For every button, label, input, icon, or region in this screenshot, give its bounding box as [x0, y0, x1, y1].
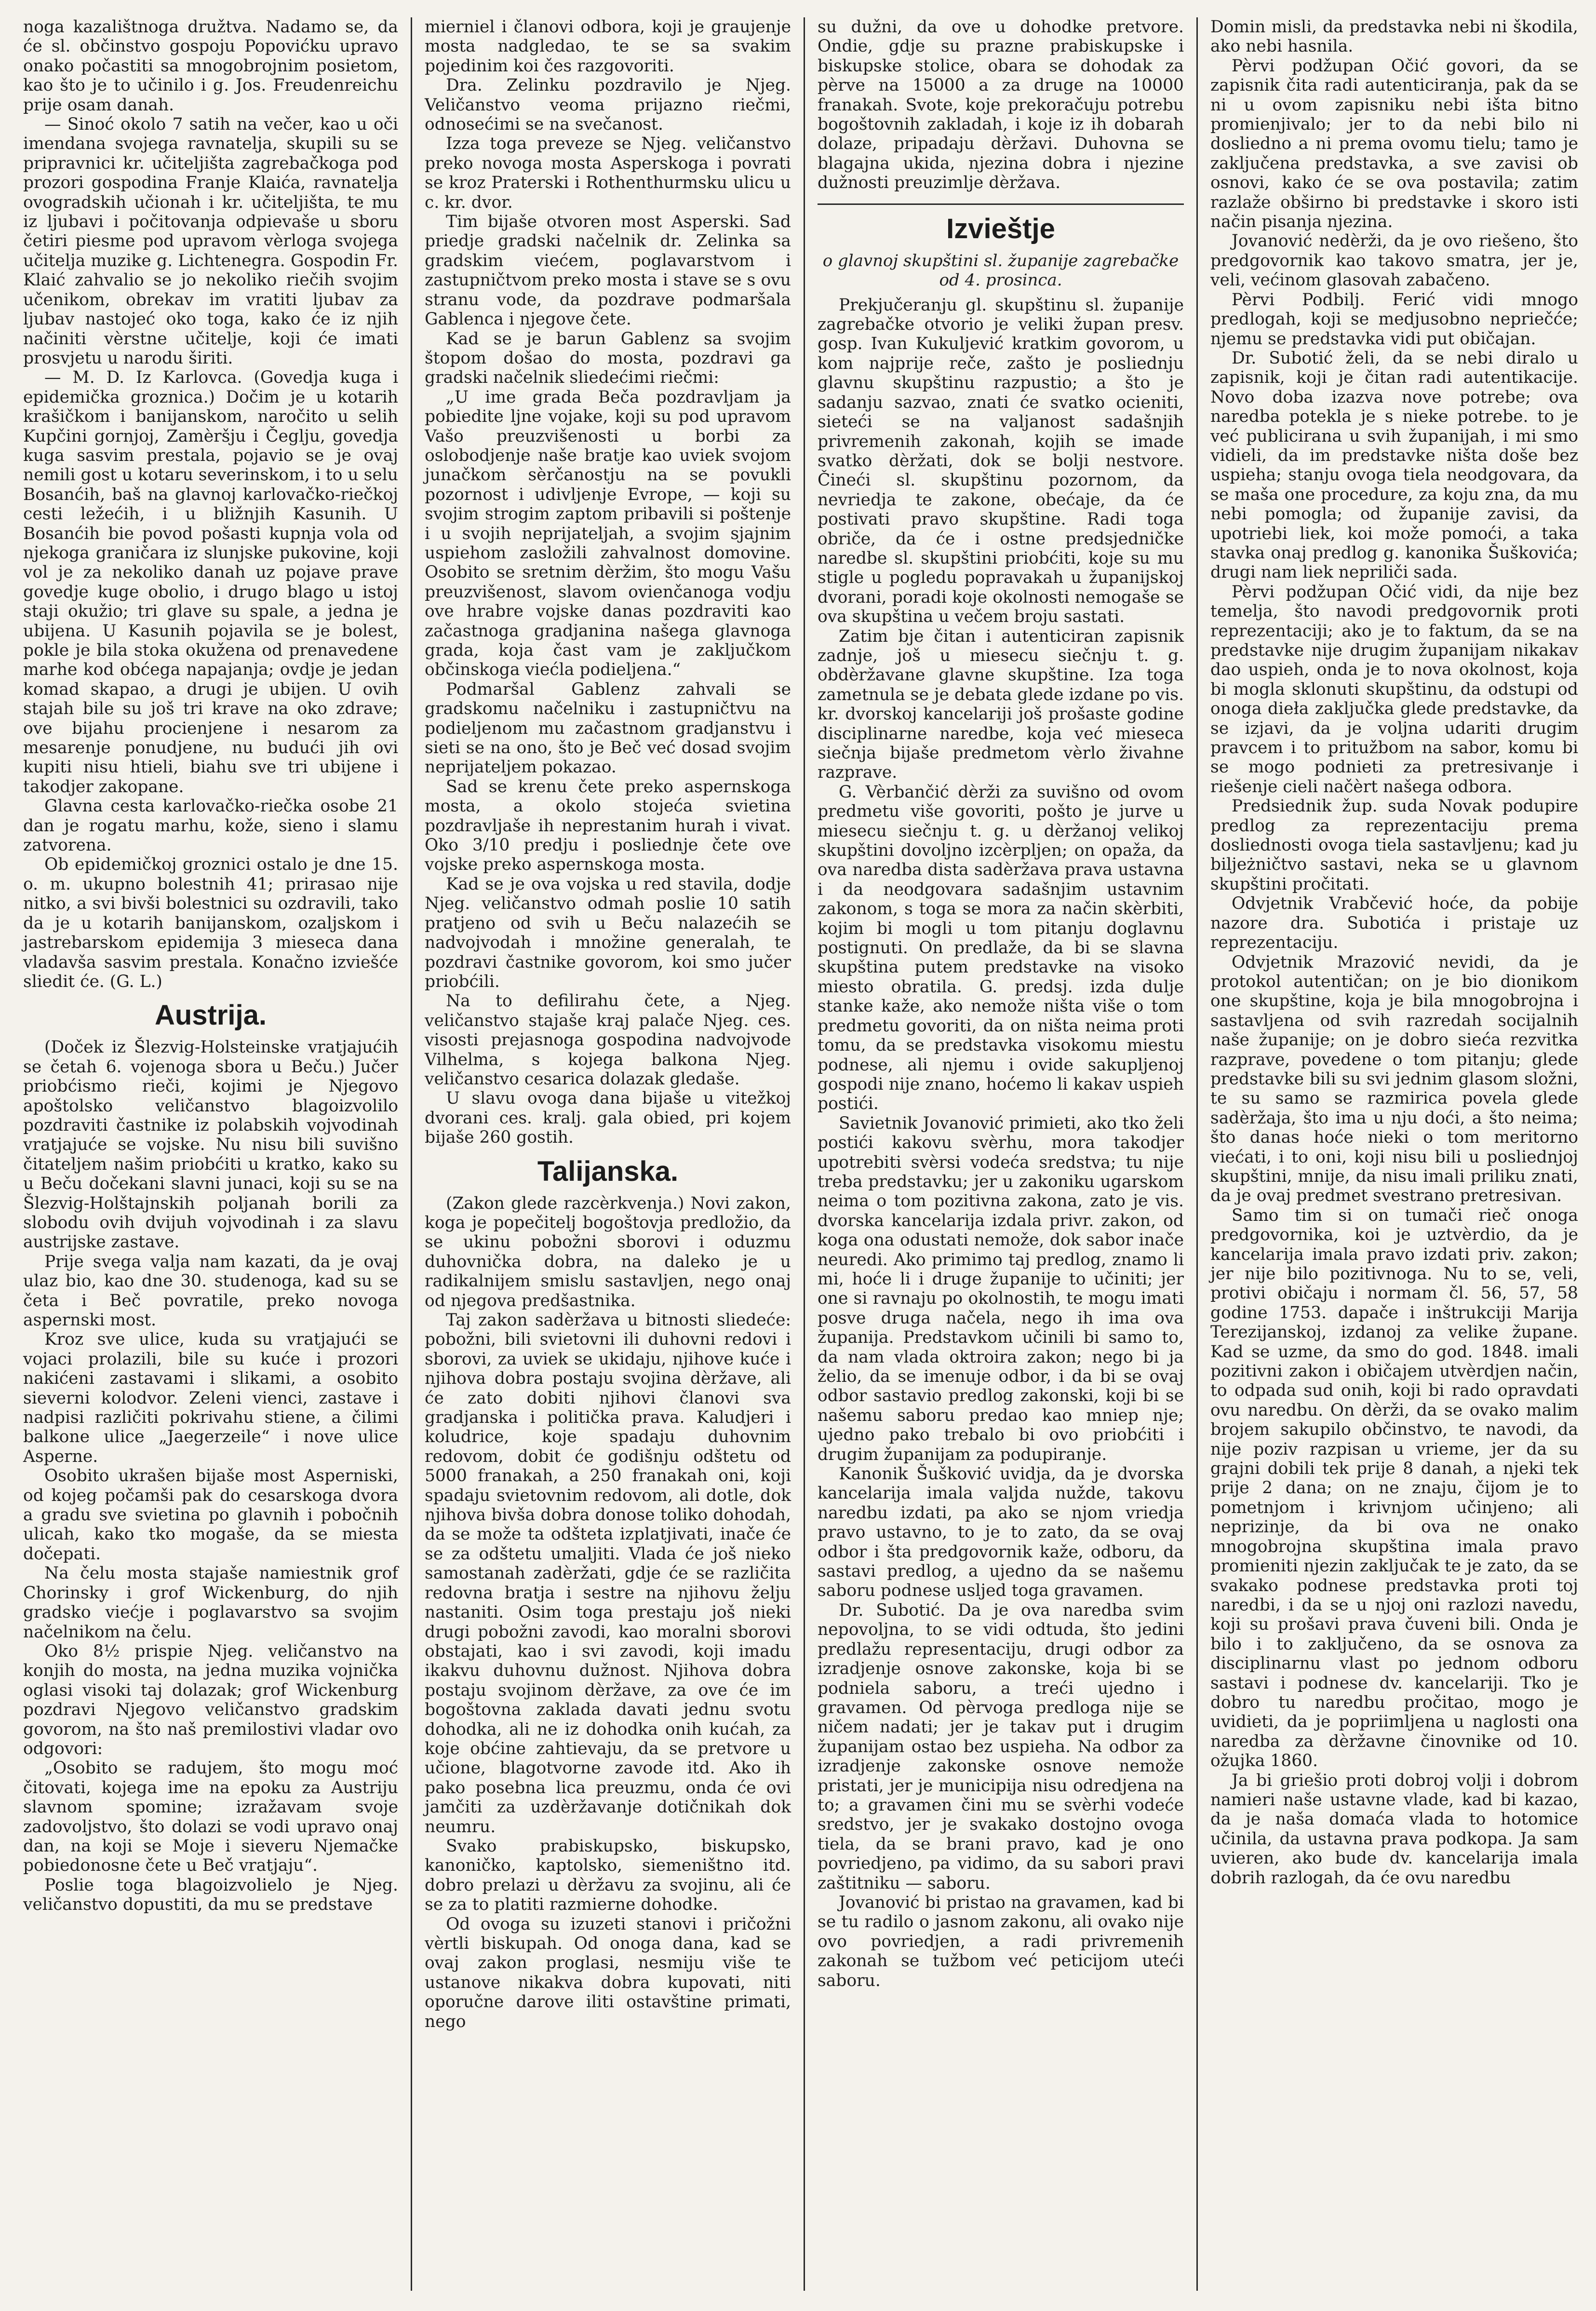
article-paragraph: (Zakon glede razcèrkvenja.) Novi zakon, koga je popečitelj bogoštovja predložio, da se ukinu pobožni sborovi i oduzmu duhovnička dobra, na daleko je u radikalnijem smislu sastavljen, nego onaj od njegova predšastnika. — [425, 1193, 791, 1311]
article-paragraph: Ja bi griešio proti dobroj volji i dobrom namieri naše ustavne vlade, kad bi kazao, da je naša domaća vlada to hotomice učinila, da ustavna prava podkopa. Ja sam uvieren, ako bude dv. kancelarija imala dobrih razlogah, da će ovu naredbu — [1210, 1770, 1578, 1888]
section-heading: Izvieštje — [946, 213, 1055, 244]
article-paragraph: Dr. Subotić. Da je ova naredba svim nepovoljna, to se vidi odtuda, što jedini predlažu representaciju, drugi odbor za izradjenje osnove zakonske, koja bi se podniela saboru, a treći ujedno i gravamen. Od pèrvoga predloga nije se ničem nadati; jer je takav put i drugim županijam ostao bez uspieha. Na odbor za izradjenje zakonske osnove nemože pristati, jer je municipija nisu odredjena na to; a gravamen čini mu se svèrhi vodeće sredstvo, jer je svakako dostojno ovoga tiela, da se brani pravo, kad je ono povriedjeno, pa vidimo, da su sabori pravi zaštitniku — saboru. — [818, 1600, 1184, 1893]
article-paragraph: Odvjetnik Vrabčević hoće, da pobije nazore dra. Subotića i pristaje uz reprezentaciju. — [1210, 894, 1578, 953]
article-paragraph: G. Vèrbančić dèrži za suvišno od ovom predmetu više govoriti, pošto je jurve u miesecu siečnju t. g. u dèržanoj velikoj skupštini dovoljno izcèrpljen; on opaža, da ova naredba dista sadèržava prava ustavna i da neodgovara sadašnjim ustavnim zakonom, s toga se mora za način skèrbiti, kojim bi mogli u tom pitanju doglavnu postignuti. On predlaže, da bi se slavna skupština putem predstavke na visoko miesto obratila. G. predsj. izda dulje stanke kaže, ako nemože ništa više o tom predmetu govoriti, da on ništa neima proti tomu, da se predstavka visokomu miestu podnese, ali njemu i ovide sakupljenoj gospodi nije znano, hoćemo li kakav uspieh postići. — [818, 782, 1184, 1114]
article-paragraph: Dr. Subotić želi, da se nebi diralo u zapisnik, koji je čitan radi autentikacije. Novo doba izazva nove potrebe; ova naredba potekla je s nieke potrebe. to je već publicirana u svih županijah, i mi smo vidieli, da im predstavke ništa doše bez uspieha; stanju ovoga tiela neodgovara, da se maša one procedure, za koju zna, da mu nebi pomogla; od županije zavisi, da upotriebi liek, koi može pomoći, a taka stavka onaj predlog g. kanonika Šuškovića; drugi nam liek nepriliči sada. — [1210, 348, 1578, 582]
article-paragraph: Od ovoga su izuzeti stanovi i pričožni vèrtli biskupah. Od onoga dana, kad se ovaj zakon proglasi, nesmiju više te ustanove nikakva dobra kupovati, niti oporučne darove iliti ostavštine primati, nego — [425, 1914, 791, 2031]
article-paragraph: Svako prabiskupsko, biskupsko, kanoničko, kaptolsko, siemeništno itd. dobro prelazi u dèržavu za svojinu, ali će se za to platiti razmierne dohodke. — [425, 1836, 791, 1915]
article-paragraph: „Osobito se radujem, što mogu moć čitovati, kojega ime na epoku za Austriju slavnom spomine; izražavam svoje zadovoljstvo, što dolazi se vodi upravo onaj dan, na koji se Moje i sieveru Njemačke pobiedonosne čete u Beč vratjaju“. — [23, 1758, 398, 1876]
article-paragraph: „U ime grada Beča pozdravljam ja pobiedite ljne vojake, koji su pod upravom Vašo preuzvišenosti u borbi za oslobodjenje naše bratje kao uviek svojom junačkom sèrčanostju na se povukli pozornost i udivljenje Evrope, — koji su svojim strogim zaptom pribavili si poštenje i u svojih neprijateljah, a svojim sjajnim uspiehom zasložili zahvalnost domovine. Osobito se sretnim dèržim, što mogu Vašu preuzvišenost, slavom ovienčanoga vodju ove hrabre vojske danas pozdraviti kao začastnoga gradjanina našega glavnoga grada, koja čast vam je zaključkom občinskoga viećla podieljena.“ — [425, 387, 791, 680]
article-paragraph: Podmaršal Gablenz zahvali se gradskomu načelniku i zastupničtvu na podieljenom mu začastnom gradjanstvu i sieti se na ono, što je Beč već dosad svojim neprijateljem pokazao. — [425, 679, 791, 777]
article-paragraph: Savietnik Jovanović primieti, ako tko želi postići kakovu svèrhu, mora takodjer upotrebiti svèrsi vodeća sredstva; tu nije treba predstavku; jer u zakoniku ugarskom neima o tom pozitivna zakona, zato je vis. dvorska kancelarija izdala privr. zakon, od koga ona odustati nemože, dok sabor inače neuredi. Ako primimo taj predlog, znamo li mi, hoće li i druge županije to učiniti; jer one si ravnaju po okolnostih, te mogu imati posve druga načela, nego ih ima ova županija. Predstavkom učinili bi samo to, da nam vlada oktroira zakon; nego bi ja želio, da se imenuje odbor, i da bi se ovaj odbor sastavio predlog zakonski, koji bi se našemu saboru predao kao mniep nje; ujedno pako trebalo bi ovo priobćiti i drugim županijam za podupiranje. — [818, 1113, 1184, 1464]
article-paragraph: Kad se je ova vojska u red stavila, dodje Njeg. veličanstvo odmah poslie 10 satih pratjeno od svih u Beču nalazećih se nadvojvodah i množine generalah, te pozdravi častnike govorom, koi smo jučer priobćili. — [425, 874, 791, 991]
article-paragraph: Sad se krenu čete preko aspernskoga mosta, a okolo stojeća svietina pozdravljaše ih neprestanim hurah i vivat. Oko 3/10 predju i posliednje čete ove vojske preko aspernskoga mosta. — [425, 777, 791, 875]
article-paragraph: su dužni, da ove u dohodke pretvore. Ondie, gdje su prazne prabiskupske i biskupske stolice, obara se dohodak za pèrve na 15000 a za druge na 10000 franakah. Svote, koje prekoračuju potrebu bogoštovnih zakladah, i koje iz ih dobarah dolaze, pripadaju dèržavi. Duhovna se blagajna ukida, njezina dobra i njezine dužnosti preuzimlje dèržava. — [818, 17, 1184, 193]
section-heading: Talijanska. — [537, 1155, 679, 1187]
article-paragraph: Prekjučeranju gl. skupštinu sl. županije zagrebačke otvorio je veliki župan presv. gosp. Ivan Kukuljević kratkim govorom, u kom najprije reče, zašto je posliednju glavnu skupštinu razpustio; a što je sadanju sazvao, znati će svatko ocieniti, sieteći se na valjanost sadašnjih privremenih zakonah, kojih se imade svatko dèržati, dok se bolji nestvore. Čineći sl. skupštinu pozornom, da nevriedja te zakone, obećaje, da će postivati pravo skupštine. Radi toga obriče, da će i ostne predsjedničke naredbe sl. skupštini priobćiti, koje su mu stigle u pogledu popravakah u županijskoj dvorani, poradi koje okolnosti nemogaše se ova skupština u večem broju sastati. — [818, 295, 1184, 627]
article-paragraph: Pèrvi podžupan Očić govori, da se zapisnik čita radi autenticiranja, pak da se ni u ovom zapisniku nebi išta bitno promienjivalo; jer to da nebi bilo ni dosliedno a ni prema ovomu tielu; tamo je zaključena predstavka, a sve zavisi ob osnovi, kako će se ova postavila; zatim razlaže obširno bi predstavke i skoro isti način pisanja njezina. — [1210, 56, 1578, 232]
section-subtitle: o glavnoj skupštini sl. županije zagrebačke od 4. prosinca. — [822, 251, 1179, 290]
article-paragraph: Na to defilirahu čete, a Njeg. veličanstvo stajaše kraj palače Njeg. ces. visosti prejasnoga gospodina nadvojvode Vilhelma, s kojega balkona Njeg. veličanstvo cesarica dolazak gledaše. — [425, 991, 791, 1089]
article-paragraph: Zatim bje čitan i autenticiran zapisnik zadnje, još u miesecu siečnju t. g. obdèržavane glavne skupštine. Iza toga zametnula se je debata glede izdane po vis. kr. dvorskoj kancelariji još prošaste godine disciplinarne naredbe, koja već mieseca siečnja bijaše predmetom vèrlo živahne razprave. — [818, 626, 1184, 783]
article-paragraph: Predsiednik žup. suda Novak podupire predlog za reprezentaciju prema dosliednosti ovoga tiela sastavljenu; kad ju biljeżničtvo sastavi, neka se u glavnom skupštini pročitati. — [1210, 797, 1578, 894]
column-1 — [19, 17, 412, 2291]
article-paragraph: Osobito ukrašen bijaše most Asperniski, od kojeg počamši pak do cesarskoga dvora a gradu sve svietina po glavnih i pobočnih ulicah, kako tko mogaše, da se miesta dočepati. — [23, 1466, 398, 1564]
column-4 — [1198, 17, 1591, 2291]
article-paragraph: Glavna cesta karlovačko-riečka osobe 21 dan je rogatu marhu, kože, sieno i slamu zatvorena. — [23, 797, 398, 855]
article-paragraph: Na čelu mosta stajaše namiestnik grof Chorinsky i grof Wickenburg, do njih gradsko viećje i poglavarstvo sa svojim načelnikom na čelu. — [23, 1564, 398, 1642]
article-paragraph: Oko 8½ prispie Njeg. veličanstvo na konjih do mosta, na jedna muzika vojnička oglasi visoki taj dolazak; grof Wickenburg pozdravi Njegovo veličanstvo gradskim govorom, na što naš premilostivi vladar ovo odgovori: — [23, 1641, 398, 1758]
article-paragraph: — M. D. Iz Karlovca. (Govedja kuga i epidemička groznica.) Dočim je u kotarih krašičkom i banijanskom, naročito u selih Kupčini gornjoj, Zamèršju i Čeglju, govedja kuga sasvim prestala, pojavio se je ovaj nemili gost u kotaru severinskom, i to u selu Bosanćih, baš na glavnoj karlovačko-riečkoj cesti ležećih, i u bližnjih Kasunih. U Bosanćih bie povod pošasti kupnja vola od njekoga graničara iz slunjske pukovine, koji vol je za nekoliko danah uz pojave prave govedje kuge obolio, i drugo blago u istoj staji okužio; tri glave su spale, a jedna je ubijena. U Kasunih pojavila se je bolest, pokle je bila stoka okužena od prenavedene marhe kod obćega napajanja; ovdje je jedan komad skapao, a drugi je ubijen. U ovih stajah bile su još tri krave na oko zdrave; ove bijahu procienjene i nesarom za mesarenje ponudjene, nu budući jih ovi kupiti nisu htieli, biahu sve tri ubijene i takodjer zakopane. — [23, 368, 398, 797]
article-paragraph: Jovanović bi pristao na gravamen, kad bi se tu radilo o jasnom zakonu, ali ovako nije ovo povriedjen, a radi privremenih zakonah se tužbom već peticijom uteći saboru. — [818, 1892, 1184, 1990]
article-paragraph: Odvjetnik Mrazović nevidi, da je protokol autentičan; on je bio dionikom one skupštine, koja je bila mnogobrojna i sastavljena od svih razredah socijalnih naše županije; on je dobro sieća rezvitka razprave, povedene o tom pitanju; glede predstavke bili su svi jednim glasom složni, te su samo se razmirica povela glede sadèržaja, što ima u nju doći, a što neima; što danas hoće nieki o tom meritorno viećati, i to oni, koji nisu bili u posliednjoj skupštini, mnije, da nisu imali priliku znati, da je ovaj predmet svestrano pretresivan. — [1210, 952, 1578, 1206]
article-paragraph: Poslie toga blagoizvolielo je Njeg. veličanstvo dopustiti, da mu se predstave — [23, 1875, 398, 1915]
article-paragraph: noga kazalištnoga družtva. Nadamo se, da će sl. občinstvo gospoju Popovićku upravo onako počastiti sa mnogobrojnim posietom, kao što je to učinilo i g. Jos. Freudenreichu prije osam danah. — [23, 17, 398, 115]
article-paragraph: Domin misli, da predstavka nebi ni škodila, ako nebi hasnila. — [1210, 17, 1578, 56]
article-paragraph: Prije svega valja nam kazati, da je ovaj ulaz bio, kao dne 30. studenoga, kad su se četa i Beč povratile, preko novoga aspernski most. — [23, 1252, 398, 1330]
article-paragraph: U slavu ovoga dana bijaše u vitežkoj dvorani ces. kralj. gala obied, pri kojem bijaše 260 gostih. — [425, 1089, 791, 1148]
section-heading: Austrija. — [154, 1000, 267, 1031]
article-paragraph: Pèrvi Podbilj. Ferić vidi mnogo predlogah, koji se medjusobno nepriečće; njemu se predstavka vidi put običajan. — [1210, 290, 1578, 349]
column-2 — [412, 17, 805, 2291]
article-paragraph: mierniel i članovi odbora, koji je graujenje mosta nadgledao, te se sa svakim pojedinim koi čes razgovoriti. — [425, 17, 791, 76]
article-paragraph: Ob epidemičkoj groznici ostalo je dne 15. o. m. ukupno bolestnih 41; prirasao nije nitko, a svi bivši bolestnici su ozdravili, tako da je u kotarih banijanskom, ozaljskom i jastrebarskom epidemija 3 mieseca dana vladavša sasvim prestala. Konačno izviešće sliedit će. (G. L.) — [23, 855, 398, 991]
article-paragraph: — Sinoć okolo 7 satih na večer, kao u oči imendana svojega ravnatelja, skupili su se pripravnici kr. učiteljišta zagrebačkoga pod prozori gospodina Franje Klaića, ravnatelja ovogradskih učionah i kr. učiteljišta, te mu iz ljubavi i počitovanja odpievaše u sboru četiri piesme pod upravom vèrloga svojega učitelja muzike g. Lichtenegra. Gospodin Fr. Klaić zahvalio se jo nekoliko riečih svojim učenikom, obrekav im vratiti ljubav za ljubav nastojeć oko toga, kako će iz njih načiniti vèrstne učitelje, koji će imati prosvjetu u narodu širiti. — [23, 115, 398, 368]
article-paragraph: Samo tim si on tumači rieč onoga predgovornika, koi je uztvèrdio, da je kancelarija imala pravo izdati priv. zakon; jer nije bilo pozitivnoga. Nu to se, veli, protivi običaju i normam čl. 56, 57, 58 godine 1753. dapače i inštrukciji Marija Terezijanskoj, izdanoj za velike župane. Kad se uzme, da smo do god. 1848. imali pozitivni zakon i običajem utvèrdjen način, to odpada sud onih, koji bi rado opravdati ovu naredbu. On dèrži, da se ovako malim brojem sakupilo občinstvo, te navodi, da nije poziv razpisan u vrieme, jer da su grajni dobili tek prije 8 danah, a njeki tek prije 2 dana; on ne znaju, čijom je to pometnjom i krivnjom učinjeno; ali neprizinje, da bi ova ne onako mnogobrojna skupština imala pravo promieniti njezin zaključak te je zato, da se svakako podnese predstavka proti toj naredbi, i da se u njoj oni razlozi navedu, koji su prošavi prava čuveni bili. Onda je bilo i to zaključeno, da se osnova za disciplinarnu vlast po jednom odboru sastavi i podnese dv. kancelariji. Tko je dobro tu naredbu pročitao, mogo je uvidieti, da je popriimljena u naglosti ona naredba za dèržavne činovnike od 10. ožujka 1860. — [1210, 1205, 1578, 1771]
article-paragraph: Taj zakon sadèržava u bitnosti sliedeće: pobožni, bili svietovni ili duhovni redovi i sborovi, za uviek se ukidaju, njihove kuće i njihova dobra postaju svojina dèržave, ali će zato dobiti njihovi članovi sva gradjanska i politička prava. Kaludjeri i koludrice, koje spadaju duhovnim redovom, dobit će godišnju odštetu od 5000 franakah, a 250 franakah oni, koji spadaju svietovnim redovom, ali dotle, dok njihova bivša dobra donose toliko dohodah, da se može ta odšteta izplatjivati, inače će se za odštetu umaljiti. Vlada će još nieko samostanah zadèržati, gdje će se različita redovna bratja i sestre na njihovu želju nastaniti. Osim toga prestaju još nieki drugi pobožni zavodi, kao moralni sborovi obstajati, kao i svi zavodi, koji imadu ikakvu duhovnu dužnost. Njihova dobra postaju svojinom dèržave, za ove će im bogoštovna zaklada davati jednu svotu dohodka, ali ne iz dohodka onih kućah, za koje obćine zahtievaju, da se pretvore u učione, blagotvorne zavode itd. Ako ih pako posebna lica preuzmu, onda će ovi jamčiti za uzdèržavanje dotičnikah dok neumru. — [425, 1311, 791, 1837]
column-3 — [805, 17, 1198, 2291]
article-paragraph: Kad se je barun Gablenz sa svojim štopom došao do mosta, pozdravi ga gradski načelnik sliedećimi riečmi: — [425, 329, 791, 388]
article-paragraph: Dra. Zelinku pozdravilo je Njeg. Veličanstvo veoma prijazno riečmi, odnosećimi se na svečanost. — [425, 76, 791, 135]
article-paragraph: Pèrvi podžupan Očić vidi, da nije bez temelja, što navodi predgovornik proti reprezentaciji; ako je to faktum, da se na predstavke nije drugim županijam nikakav dao uspieh, onda je to nova okolnost, koja bi mogla sklonuti skupštinu, da odstupi od onoga dieła zaključka glede predstavke, da se izjavi, da je voljna udariti drugim pravcem i to pritužbom na sabor, komu bi se mogo podnieti za pretresivanje i riešenje cieli načèrt našega odbora. — [1210, 582, 1578, 797]
article-paragraph: Jovanović nedèrži, da je ovo riešeno, što predgovornik kao takovo smatra, jer je, veli, većinom glasovah zabačeno. — [1210, 231, 1578, 290]
article-paragraph: Kanonik Šušković uvidja, da je dvorska kancelarija imala valjda nužde, takovu naredbu izdati, pa ako se njom vriedja pravo ustavno, to je to zato, da se ovaj odbor i šta predgovornik kaže, odboru, da sastavi predlog, a ujedno da se našemu saboru podnese usljed toga gravamen. — [818, 1464, 1184, 1601]
article-paragraph: Izza toga preveze se Njeg. veličanstvo preko novoga mosta Asperskoga i povrati se kroz Praterski i Rothenthurmsku ulicu u c. kr. dvor. — [425, 134, 791, 212]
column-divider-rule — [818, 203, 1184, 205]
article-paragraph: (Doček iz Šlezvig-Holsteinske vratjajućih se četah 6. vojenoga sbora u Beču.) Jučer priobćismo rieči, kojimi je Njegovo apoštolsko veličanstvo blagoizvolilo pozdraviti častnike iz polabskih vojvodinah vratjajuće se vojske. Nu nisu bili suvišno čitateljem našim priobćiti u kratko, kako su u Beču dočekani slavni junaci, koji su se na Šlezvig-Holštajnskih poljanah borili za slobodu ovih dvijuh vojvodinah i za slavu austrijske zastave. — [23, 1038, 398, 1252]
article-paragraph: Kroz sve ulice, kuda su vratjajući se vojaci prolazili, bile su kuće i prozori nakićeni zastavami i slikami, a osobito sieverni kolodvor. Zeleni vienci, zastave i nadpisi različiti pokrivahu stiene, a čilimi balkone ulice „Jaegerzeile“ i nove ulice Asperne. — [23, 1330, 398, 1466]
article-paragraph: Tim bijaše otvoren most Asperski. Sad priedje gradski načelnik dr. Zelinka sa gradskim viećem, poglavarstvom i zastupničtvom preko mosta i stave se s ovu stranu vode, da pozdrave podmaršala Gablenca i njegove čete. — [425, 212, 791, 329]
